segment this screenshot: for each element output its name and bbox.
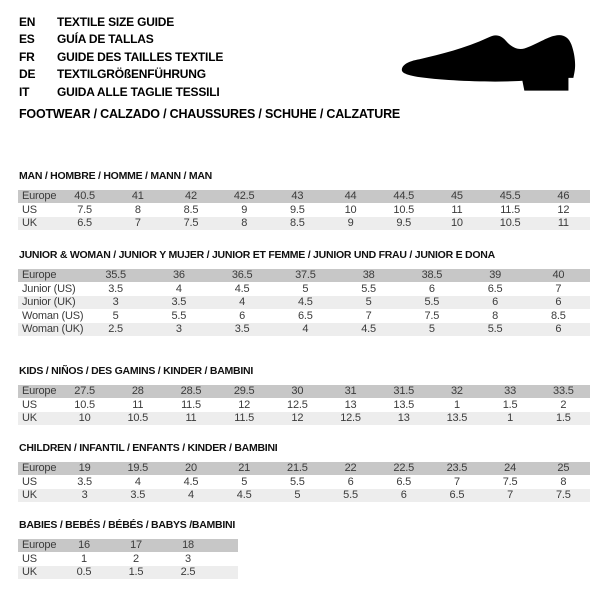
language-row <box>19 83 223 101</box>
table-row-junior-woman-woman-uk- <box>18 323 590 336</box>
size-cell: 7 <box>484 489 537 502</box>
size-cell: 7.5 <box>484 476 537 489</box>
size-cell: 11 <box>537 217 590 230</box>
language-code: EN <box>19 14 36 29</box>
size-cell: 6 <box>464 296 527 309</box>
section-title-children: CHILDREN / INFANTIL / ENFANTS / KINDER / BAMBINI <box>19 442 278 454</box>
size-cell: 5.5 <box>147 310 210 323</box>
row-label: Europe <box>18 539 58 552</box>
size-cell: 1 <box>430 399 483 412</box>
size-cell: 37.5 <box>274 269 337 282</box>
size-cell: 2 <box>110 553 162 566</box>
size-cell: 4.5 <box>218 489 271 502</box>
size-cell: 20 <box>164 462 217 475</box>
row-label: US <box>18 399 58 412</box>
size-cell: 16 <box>58 539 110 552</box>
size-cell: 8.5 <box>271 217 324 230</box>
section-title-babies: BABIES / BEBÉS / BÉBÉS / BABYS /BAMBINI <box>19 519 236 531</box>
size-cell: 6 <box>527 296 590 309</box>
size-cell: 36.5 <box>211 269 274 282</box>
size-cell: 28.5 <box>164 385 217 398</box>
size-cell: 40 <box>527 269 590 282</box>
size-cell: 19.5 <box>111 462 164 475</box>
size-cell: 42.5 <box>218 190 271 203</box>
size-cell: 1.5 <box>537 412 590 425</box>
size-cell: 8 <box>111 204 164 217</box>
size-cell: 33 <box>484 385 537 398</box>
size-cell: 3.5 <box>58 476 111 489</box>
language-row <box>19 31 223 49</box>
size-cell: 1.5 <box>484 399 537 412</box>
size-cell: 29.5 <box>218 385 271 398</box>
size-cell: 5 <box>337 296 400 309</box>
size-cell: 6 <box>527 323 590 336</box>
size-cell: 6 <box>324 476 377 489</box>
row-label: UK <box>18 217 58 230</box>
size-cell: 3.5 <box>84 283 147 296</box>
size-cell: 8 <box>537 476 590 489</box>
table-row-junior-woman-junior-uk- <box>18 296 590 309</box>
size-cell: 6.5 <box>464 283 527 296</box>
size-cell: 6 <box>400 283 463 296</box>
size-cell: 12.5 <box>324 412 377 425</box>
size-cell: 13 <box>324 399 377 412</box>
size-cell: 2.5 <box>84 323 147 336</box>
category-line: FOOTWEAR / CALZADO / CHAUSSURES / SCHUHE / CALZATURE <box>19 107 401 121</box>
size-cell: 6.5 <box>274 310 337 323</box>
size-cell: 2.5 <box>162 566 214 579</box>
size-cell: 23.5 <box>430 462 483 475</box>
table-row-man-us <box>18 204 590 217</box>
size-cell: 42 <box>164 190 217 203</box>
filler-cell <box>214 553 238 566</box>
size-cell: 9.5 <box>271 204 324 217</box>
language-label: GUIDE DES TAILLES TEXTILE <box>57 49 224 64</box>
size-cell: 7 <box>527 283 590 296</box>
size-cell: 3 <box>84 296 147 309</box>
size-cell: 10.5 <box>484 217 537 230</box>
size-cell: 4 <box>164 489 217 502</box>
table-row-junior-woman-europe <box>18 269 590 282</box>
size-cell: 10.5 <box>58 399 111 412</box>
size-cell: 11.5 <box>484 204 537 217</box>
size-cell: 12 <box>218 399 271 412</box>
size-cell: 8.5 <box>527 310 590 323</box>
size-cell: 10.5 <box>377 204 430 217</box>
size-cell: 45 <box>430 190 483 203</box>
size-cell: 3 <box>147 323 210 336</box>
size-cell: 17 <box>110 539 162 552</box>
size-cell: 35.5 <box>84 269 147 282</box>
table-row-man-uk <box>18 217 590 230</box>
row-label: Europe <box>18 462 58 475</box>
size-cell: 7 <box>430 476 483 489</box>
size-cell: 9.5 <box>377 217 430 230</box>
size-cell: 44.5 <box>377 190 430 203</box>
size-cell: 8.5 <box>164 204 217 217</box>
size-cell: 6.5 <box>430 489 483 502</box>
table-row-junior-woman-woman-us- <box>18 310 590 323</box>
size-cell: 38 <box>337 269 400 282</box>
size-cell: 5.5 <box>337 283 400 296</box>
size-cell: 5.5 <box>271 476 324 489</box>
size-cell: 19 <box>58 462 111 475</box>
language-row <box>19 66 223 84</box>
row-label: US <box>18 553 58 566</box>
size-cell: 5 <box>400 323 463 336</box>
size-cell: 4 <box>111 476 164 489</box>
size-cell: 1.5 <box>110 566 162 579</box>
section-title-man: MAN / HOMBRE / HOMME / MANN / MAN <box>19 170 212 182</box>
size-cell: 5 <box>84 310 147 323</box>
language-list <box>19 13 223 101</box>
size-section-kids <box>18 365 590 426</box>
size-cell: 40.5 <box>58 190 111 203</box>
language-code: IT <box>19 84 30 99</box>
row-label: Europe <box>18 190 58 203</box>
size-table-junior-woman <box>18 268 590 337</box>
row-label: Woman (UK) <box>18 323 84 336</box>
size-cell: 21 <box>218 462 271 475</box>
size-cell: 1 <box>484 412 537 425</box>
size-cell: 11 <box>430 204 483 217</box>
size-cell: 2 <box>537 399 590 412</box>
filler-cell <box>214 566 238 579</box>
size-cell: 22.5 <box>377 462 430 475</box>
table-row-junior-woman-junior-us- <box>18 283 590 296</box>
section-title-junior-woman: JUNIOR & WOMAN / JUNIOR Y MUJER / JUNIOR ET FEMME / JUNIOR UND FRAU / JUNIOR E DONA <box>19 249 495 261</box>
size-section-man <box>18 170 590 231</box>
language-row <box>19 48 223 66</box>
language-label: GUÍA DE TALLAS <box>57 32 154 47</box>
size-section-children <box>18 442 590 503</box>
row-label: UK <box>18 566 58 579</box>
section-title-kids: KIDS / NIÑOS / DES GAMINS / KINDER / BAMBINI <box>19 365 254 377</box>
table-row-babies-us <box>18 553 238 566</box>
size-cell: 3.5 <box>211 323 274 336</box>
language-label: GUIDA ALLE TAGLIE TESSILI <box>57 84 220 99</box>
size-cell: 10.5 <box>111 412 164 425</box>
size-cell: 31.5 <box>377 385 430 398</box>
size-section-babies <box>18 519 238 580</box>
size-cell: 10 <box>430 217 483 230</box>
table-row-man-europe <box>18 190 590 203</box>
size-cell: 11.5 <box>164 399 217 412</box>
size-cell: 7.5 <box>400 310 463 323</box>
size-cell: 7 <box>337 310 400 323</box>
size-cell: 32 <box>430 385 483 398</box>
table-row-children-europe <box>18 462 590 475</box>
size-cell: 4 <box>211 296 274 309</box>
size-cell: 10 <box>58 412 111 425</box>
size-cell: 7 <box>111 217 164 230</box>
size-cell: 4.5 <box>337 323 400 336</box>
size-cell: 5 <box>274 283 337 296</box>
size-table-children <box>18 461 590 503</box>
dress-shoe-icon <box>394 21 590 121</box>
size-cell: 13.5 <box>430 412 483 425</box>
size-cell: 6.5 <box>377 476 430 489</box>
row-label: US <box>18 476 58 489</box>
row-label: Europe <box>18 269 84 282</box>
size-cell: 45.5 <box>484 190 537 203</box>
size-cell: 22 <box>324 462 377 475</box>
size-cell: 12.5 <box>271 399 324 412</box>
row-label: UK <box>18 412 58 425</box>
size-cell: 13.5 <box>377 399 430 412</box>
size-cell: 5.5 <box>324 489 377 502</box>
size-table-kids <box>18 384 590 426</box>
size-cell: 11 <box>164 412 217 425</box>
size-cell: 8 <box>218 217 271 230</box>
size-cell: 4.5 <box>164 476 217 489</box>
language-label: TEXTILGRÖßENFÜHRUNG <box>57 67 206 82</box>
size-cell: 30 <box>271 385 324 398</box>
language-code: DE <box>19 67 36 82</box>
size-cell: 18 <box>162 539 214 552</box>
size-cell: 1 <box>58 553 110 566</box>
size-cell: 4.5 <box>274 296 337 309</box>
size-cell: 46 <box>537 190 590 203</box>
size-table-man <box>18 189 590 231</box>
table-row-babies-uk <box>18 566 238 579</box>
size-cell: 5 <box>218 476 271 489</box>
size-cell: 6.5 <box>58 217 111 230</box>
size-cell: 9 <box>324 217 377 230</box>
language-code: FR <box>19 49 35 64</box>
size-cell: 41 <box>111 190 164 203</box>
size-cell: 4 <box>147 283 210 296</box>
language-code: ES <box>19 32 35 47</box>
size-cell: 12 <box>271 412 324 425</box>
size-cell: 8 <box>464 310 527 323</box>
size-cell: 3.5 <box>147 296 210 309</box>
row-label: Europe <box>18 385 58 398</box>
size-cell: 3 <box>58 489 111 502</box>
size-cell: 5.5 <box>400 296 463 309</box>
row-label: Woman (US) <box>18 310 84 323</box>
size-cell: 7.5 <box>58 204 111 217</box>
table-row-kids-us <box>18 399 590 412</box>
size-cell: 28 <box>111 385 164 398</box>
size-cell: 3.5 <box>111 489 164 502</box>
table-row-kids-uk <box>18 412 590 425</box>
table-row-children-us <box>18 476 590 489</box>
size-section-junior-woman <box>18 249 590 337</box>
table-row-babies-europe <box>18 539 238 552</box>
size-cell: 11.5 <box>218 412 271 425</box>
size-cell: 9 <box>218 204 271 217</box>
size-cell: 21.5 <box>271 462 324 475</box>
size-cell: 13 <box>377 412 430 425</box>
size-cell: 5.5 <box>464 323 527 336</box>
filler-cell <box>214 539 238 552</box>
size-cell: 4.5 <box>211 283 274 296</box>
row-label: Junior (UK) <box>18 296 84 309</box>
size-cell: 6 <box>211 310 274 323</box>
size-cell: 0.5 <box>58 566 110 579</box>
size-cell: 6 <box>377 489 430 502</box>
size-cell: 27.5 <box>58 385 111 398</box>
row-label: UK <box>18 489 58 502</box>
size-cell: 43 <box>271 190 324 203</box>
size-cell: 25 <box>537 462 590 475</box>
size-cell: 24 <box>484 462 537 475</box>
size-cell: 33.5 <box>537 385 590 398</box>
size-cell: 10 <box>324 204 377 217</box>
row-label: US <box>18 204 58 217</box>
size-cell: 36 <box>147 269 210 282</box>
size-cell: 39 <box>464 269 527 282</box>
size-cell: 38.5 <box>400 269 463 282</box>
size-cell: 7.5 <box>537 489 590 502</box>
row-label: Junior (US) <box>18 283 84 296</box>
size-cell: 44 <box>324 190 377 203</box>
size-table-babies <box>18 538 238 580</box>
size-cell: 7.5 <box>164 217 217 230</box>
language-row <box>19 13 223 31</box>
table-row-children-uk <box>18 489 590 502</box>
size-cell: 3 <box>162 553 214 566</box>
size-cell: 31 <box>324 385 377 398</box>
size-cell: 4 <box>274 323 337 336</box>
size-cell: 11 <box>111 399 164 412</box>
size-cell: 5 <box>271 489 324 502</box>
language-label: TEXTILE SIZE GUIDE <box>57 14 175 29</box>
table-row-kids-europe <box>18 385 590 398</box>
size-cell: 12 <box>537 204 590 217</box>
